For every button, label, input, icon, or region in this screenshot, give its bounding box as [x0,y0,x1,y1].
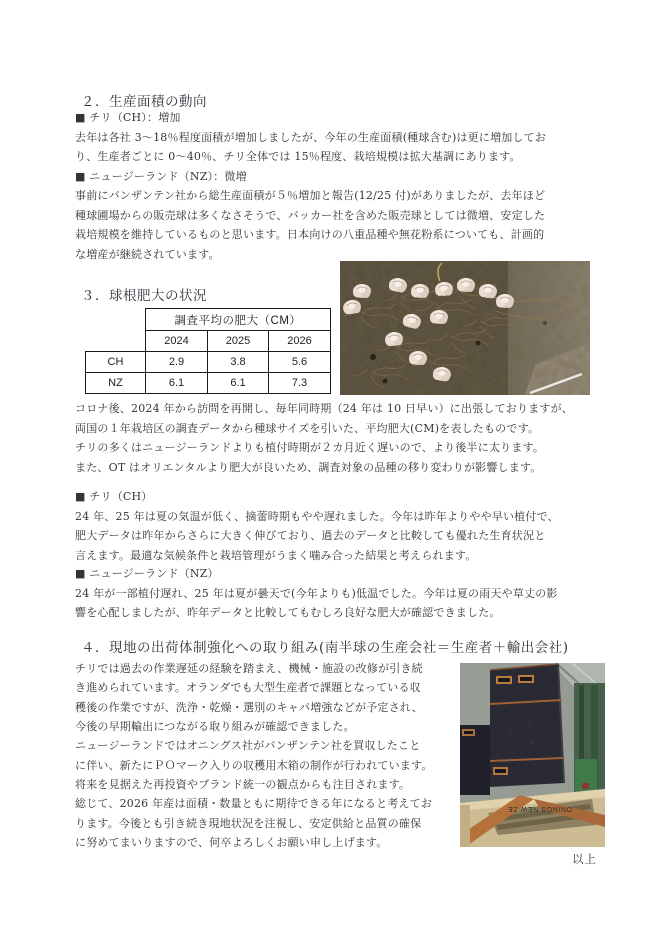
section-4-body [75,659,465,852]
section-3-heading: ３．球根肥大の状況 [81,288,207,304]
table-cell: 5.6 [269,352,331,373]
bulbs-on-soil-photo [340,261,590,395]
harvest-crate-photo [460,663,605,847]
table-cell: 6.1 [146,373,208,394]
paragraph-line: 両国の１年栽培区の調査データから種球サイズを引いた、平均肥大(CM)を表したものです。 [75,421,540,435]
section-2-body [75,108,600,264]
section-2-heading: ２．生産面積の動向 [81,94,207,110]
paragraph-line: 響を心配しましたが、昨年データと比較してもむしろ良好な肥大が確認できました。 [75,606,501,619]
table-corner-blank [86,331,146,352]
table-row [86,352,331,373]
bullet-heading: ■ チリ（CH） [75,490,153,503]
paragraph-line: また、OT はオリエンタルより肥大が良いため、調査対象の品種の移り変わりが影響します。 [75,460,542,474]
paragraph-line: 今後の早期輸出につながる取り組みが確認できました。 [75,720,355,734]
section-3-chile [75,487,600,565]
paragraph-line: に伴い、新たにＰＯマーク入りの収穫用木箱の制作が行われています。 [75,758,433,772]
section-3-intro [75,399,600,477]
crate-stencil-text: ONINGS NEW ZE [507,805,572,812]
closing-line: 以上 [572,852,597,866]
paragraph-line: 将来を見据えた再投資やブランド統一の観点からも注目されます。 [75,778,411,792]
bullet-heading: ■ チリ（CH）：増加 [75,111,181,124]
table-title: 調査平均の肥大（CM） [146,309,331,331]
table-corner-blank [86,309,146,331]
paragraph-line: 去年は各社 3～18％程度面積が増加しましたが、今年の生産面積(種球含む)は更に増加してお [75,130,547,144]
table-year-header: 2026 [269,331,331,352]
table-year-header: 2024 [146,331,208,352]
paragraph-line: 言えます。最適な気候条件と栽培管理がうまく噛み合った結果と考えられます。 [75,548,477,562]
paragraph-line: 総じて、2026 年産は面積・数量ともに期待できる年になると考えてお [75,797,433,811]
paragraph-line: 事前にバンザンテン社から総生産面積が５％増加と報告(12/25 付)がありましたが、去年ほど [75,189,546,202]
bullet-heading: ■ ニュージーランド（NZ） [75,567,219,580]
paragraph-line: チリの多くはニュージーランドよりも植付時期が２カ月近く遅いので、より後半に太ります。 [75,441,545,454]
paragraph-line: き進められています。オランダでも大型生産者で課題となっている収 [75,681,421,695]
section-4-heading: ４．現地の出荷体制強化への取り組み(南半球の生産会社＝生産者＋輸出会社) [81,640,569,656]
table-year-header: 2025 [208,331,269,352]
table-row-label: NZ [86,373,146,394]
paragraph-line: 栽培規模を維持しているものと思います。日本向けの八重品種や無花粉系についても、計画的 [75,228,545,241]
paragraph-line: り、生産者ごとに 0～40％、チリ全体では 15％程度、栽培規模は拡大基調にあります。 [75,150,521,163]
table-cell: 7.3 [269,373,331,394]
paragraph-line: 穫後の作業ですが、洗浄・乾燥・選別のキャパ増強などが予定され、 [75,700,423,714]
paragraph-line: 24 年、25 年は夏の気温が低く、摘蕾時期もやや遅れました。今年は昨年よりやや早い植付で、 [75,509,559,523]
paragraph-line: ります。今後とも引き続き現地状況を注視し、安定供給と品質の確保 [75,816,422,830]
paragraph-line: 24 年が一部植付遅れ、25 年は夏が曇天で(今年よりも)低温でした。今年は夏の雨天や草丈の影 [75,586,558,600]
paragraph-line: に努めてまいりますので、何卒よろしくお願い申し上げます。 [75,836,388,850]
bulb-size-table [85,308,331,394]
table-row-label: CH [86,352,146,373]
paragraph-line: な増産が継続されています。 [75,247,220,261]
paragraph-line: 肥大データは昨年からさらに大きく伸びており、過去のデータと比較しても優れた生育状況と [75,529,546,542]
table-cell: 2.9 [146,352,208,373]
table-row [86,373,331,394]
paragraph-line: チリでは過去の作業遅延の経験を踏まえ、機械・施設の改修が引き続 [75,662,423,675]
section-3-nz [75,564,600,623]
table-cell: 3.8 [208,352,269,373]
paragraph-line: コロナ後、2024 年から訪問を再開し、毎年同時期（24 年は 10 日早い）に出張しておりますが、 [75,402,573,415]
paragraph-line: 種球圃場からの販売球は多くなさそうで、バッカー社を含めた販売球としては微増、安定した [75,208,546,222]
bullet-heading: ■ ニュージーランド（NZ）：微増 [75,169,247,183]
paragraph-line: ニュージーランドではオニングス社がバンザンテン社を買収したこと [75,739,421,753]
table-cell: 6.1 [208,373,269,394]
